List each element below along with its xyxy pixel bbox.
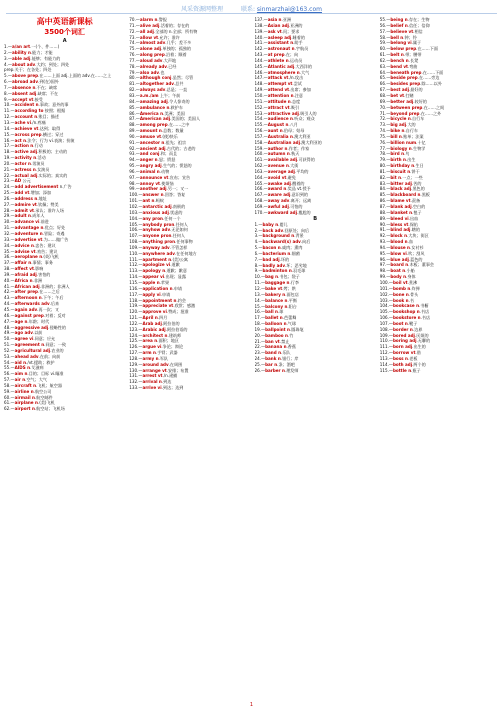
vocab-entry: 26.—barber n.理发师 (254, 367, 299, 373)
vocab-entry: 141.—assistant n.助手 (254, 40, 303, 46)
vocab-entry: 17.—action n.行动 (4, 143, 43, 149)
vocab-entry: 85.—blackboard n.黑板 (379, 192, 430, 198)
vocab-entry: 76.—billion num.十亿 (379, 139, 426, 145)
vocab-entry: 44.—afterwards adv.后来 (4, 301, 60, 307)
vocab-entry: 86.—blame vt.责备 (379, 198, 421, 204)
vocab-entry: 69.—better adj.较好的 (379, 98, 427, 104)
vocab-entry: 113.—boss n.老板 (379, 355, 418, 361)
vocab-entry: 7.—absence n.不在；缺席 (4, 84, 58, 90)
vocab-entry: 12.—account n.账目；描述 (4, 114, 59, 120)
vocab-entry: 61.—airplane n.(美)飞机 (4, 400, 55, 406)
vocab-entry: 32.—adventure n.冒险；奇遇 (4, 231, 65, 236)
vocab-entry: 2.—back adv.回原处；向后 (254, 227, 310, 233)
vocab-entry: 8.—absent adj.缺席；不在 (4, 90, 59, 96)
vocab-entry: 114.—both adj.两个的 (379, 361, 426, 367)
vocab-entry: 4.—about adv.大约；到处；四处 (4, 61, 70, 67)
vocab-entry: 16.—ball n.球 (254, 309, 284, 315)
vocab-entry: 153.—attractive adj.吸引人的 (254, 110, 317, 116)
vocab-entry: 76.—along prep.沿着；顺着 (129, 52, 187, 58)
vocab-entry: 90.—amuse vt.(使)快乐 (129, 133, 178, 139)
vocab-entry: 81.—biscuit n.饼干 (379, 168, 420, 174)
vocab-entry: 8.—badly adv.坏；恶劣地 (254, 262, 307, 268)
vocab-entry: 90.—bless vt.保佑 (379, 221, 418, 227)
vocab-entry: 138.—Asian adj.亚洲的 (254, 22, 303, 28)
vocab-entry: 87.—blank adj.空白的 (379, 204, 426, 209)
vocab-entry: 30.—advance vi.前进 (4, 219, 49, 225)
vocab-entry: 114.—appear vi.出现；显露 (129, 274, 186, 280)
vocab-entry: 116.—application n.申请 (129, 285, 183, 291)
vocab-entry: 83.—a.m./am 上午；午前 (129, 92, 181, 98)
vocab-entry: 94.—anger n.怒；愤怒 (129, 157, 176, 163)
vocab-entry: 109.—anyway adv.不管怎样 (129, 244, 188, 250)
vocab-entry: 102.—antarctic adj.南极的 (129, 204, 186, 209)
vocab-entry: 147.—attack vt./n.攻击 (254, 75, 304, 81)
vocab-entry: 34.—advice n.忠告；建议 (4, 242, 56, 248)
vocab-entry: 86.—America n.美洲；美国 (129, 110, 185, 116)
vocab-entry: 49.—ago adv.以前 (4, 330, 43, 336)
vocab-entry: 99.—another adj.另一；又一 (129, 186, 189, 192)
vocab-entry: 59.—airline n.航空公司 (4, 388, 52, 394)
vocab-entry: 14.—achieve vt.达到；取得 (4, 125, 61, 131)
vocab-entry: 62.—airport n.航空站；飞机场 (4, 406, 65, 412)
vocab-entry: 139.—ask vt.问；要求 (254, 28, 300, 34)
vocab-entry: 7.—bad adj.坏的 (254, 256, 290, 262)
vocab-entry: 170.—awkward adj.尴尬的 (254, 209, 311, 215)
vocab-entry: 66.—besides prep.除……以外 (379, 81, 442, 87)
vocab-entry: 63.—bend vt.弯曲 (379, 63, 418, 69)
vocab-entry: 92.—ancient adj.古代的；古老的 (129, 145, 196, 151)
vocab-entry: 53.—ahead adv.在前；向前 (4, 353, 61, 359)
vocab-entry: 145.—Atlantic adj.大西洋的 (254, 63, 312, 69)
vocab-entry: 22.—actual adj.实际的；真实的 (4, 172, 68, 178)
vocab-entry: 11.—according to 按照；根据 (4, 108, 66, 114)
vocab-entry: 70.—alarm n.警报 (129, 17, 167, 22)
vocab-entry: 36.—aeroplane n.(英)飞机 (4, 254, 59, 260)
vocab-entry: 159.—author n.作者；作家 (254, 145, 310, 151)
vocab-entry: 75.—bill n.账单；法案 (379, 133, 424, 139)
vocab-entry: 14.—balance n.平衡 (254, 297, 297, 303)
vocab-entry: 23.—AD 公元 (4, 178, 31, 184)
vocab-entry: 146.—atmosphere n.大气 (254, 69, 310, 75)
vocab-entry: 168.—away adv.离开；远离 (254, 198, 312, 204)
vocab-entry: 110.—anywhere adv.在任何地方 (129, 250, 197, 256)
vocab-entry: 45.—again adv.再一次；又 (4, 306, 59, 312)
vocab-entry: 12.—bake vt.烤；烘 (254, 285, 296, 291)
vocab-entry: 123.—Arabic adj.阿拉伯语的 (129, 326, 188, 332)
vocab-entry: 57.—air n.空气；大气 (4, 377, 47, 383)
vocab-entry: 156.—aunt n.伯母；姑母 (254, 128, 305, 134)
vocab-entry: 87.—American adj.美国的；美国人 (129, 116, 201, 122)
vocab-entry: 5.—bacon n.咸肉；熏肉 (254, 245, 303, 251)
vocab-entry: 21.—actress n.女演员 (4, 166, 50, 172)
vocab-entry: 96.—animal n.动物 (129, 168, 170, 174)
vocab-entry: 100.—answer n.回答；答复 (129, 192, 186, 198)
vocab-entry: 120.—approve vi.赞成；批准 (129, 309, 189, 315)
vocab-entry: 132.—arrival n.到达 (129, 379, 172, 385)
vocab-entry: 105.—anybody pron.任何人 (129, 221, 188, 227)
vocab-entry: 160.—autumn n.秋天 (254, 151, 300, 157)
vocab-entry: 25.—add vt.增加；添加 (4, 190, 52, 196)
vocab-entry: 61.—belt n.带；腰带 (379, 52, 422, 58)
vocab-entry: 79.—birth n.出生 (379, 157, 416, 163)
vocab-entry: 46.—against prep.对着；反对 (4, 312, 66, 318)
vocab-entry: 16.—act n.法令；行为 vi.表演；扮演 (4, 137, 75, 143)
vocab-entry: 119.—appreciate vt.欣赏；感激 (129, 303, 196, 309)
vocab-entry: 117.—apply vi.申请 (129, 291, 171, 297)
vocab-entry: 161.—available adj.可获得的 (254, 157, 315, 163)
vocab-entry: 15.—across prep.横过；穿过 (4, 131, 64, 137)
vocab-entry: 112.—borrow vt.借 (379, 350, 421, 356)
vocab-entry: 41.—African adj.非洲的；非洲人 (4, 283, 70, 289)
vocab-entry: 121.—April n.四月 (129, 315, 168, 321)
vocab-entry: 88.—among prep.在……之中 (129, 122, 190, 128)
vocab-entry: 70.—between prep.在……之间 (379, 104, 445, 110)
vocab-entry: 144.—athlete n.运动员 (254, 57, 303, 63)
vocab-entry: 152.—attract vt.吸引 (254, 104, 300, 110)
column-1 (4, 17, 125, 697)
vocab-entry: 59.—belong vi.属于 (379, 40, 422, 46)
vocab-entry: 11.—baggage n.行李 (254, 280, 299, 286)
vocab-entry: 108.—anything pron.任何事物 (129, 239, 193, 245)
vocab-entry: 131.—arrest vt./n.逮捕 (129, 373, 178, 379)
vocab-entry: 57.—believe vt.相信 (379, 28, 423, 34)
vocab-entry: 56.—belief n.信任；信仰 (379, 22, 430, 28)
vocab-entry: 60.—below prep.在……下面 (379, 46, 438, 52)
page-number: 1 (249, 702, 254, 708)
vocab-entry: 91.—ancestor n.祖先；祖宗 (129, 139, 187, 145)
vocab-entry: 162.—avenue n.大街 (254, 163, 299, 169)
vocab-entry: 94.—blouse n.女衬衫 (379, 244, 424, 250)
vocabulary-columns (4, 17, 501, 697)
vocab-entry: 25.—bar n.条；酒吧 (254, 361, 295, 367)
vocab-entry: 56.—aim n.目的；目标 vi.瞄准 (4, 371, 64, 377)
vocab-entry: 2.—ability n.能力；才能 (4, 49, 53, 55)
site-name: 风采资源网整理 (181, 6, 224, 13)
vocab-entry: 58.—aircraft n.飞机；航空器 (4, 382, 62, 388)
vocab-entry: 60.—airmail n.航空邮件 (4, 394, 53, 400)
vocab-entry: 133.—arrive vi.到达；达到 (129, 385, 184, 391)
vocab-entry: 112.—apologize vi.道歉 (129, 262, 180, 268)
vocab-entry: 1.—a/an art.一(个、件……) (4, 44, 60, 49)
vocab-entry: prep.关于；在各处；四处 (4, 67, 52, 73)
vocab-entry: 95.—angry adj.生气的；愤怒的 (129, 163, 192, 169)
vocab-entry: 62.—bench n.长凳 (379, 57, 419, 63)
vocab-entry: 3.—background n.背景 (254, 233, 304, 239)
vocab-entry: 163.—average adj.平均的 (254, 168, 309, 174)
vocab-entry: 52.—agricultural adj.农业的 (4, 347, 64, 353)
vocab-entry: 111.—born adj.出生的 (379, 344, 426, 350)
document-subtitle: 3500个词汇 (44, 28, 85, 36)
vocab-entry: 106.—anyhow adv.无论如何 (129, 227, 188, 233)
vocab-entry: 85.—ambulance n.救护车 (129, 104, 183, 110)
vocab-entry: 142.—astronaut n.宇航员 (254, 46, 309, 52)
vocab-entry: 137.—asia n.亚洲 (254, 17, 291, 22)
vocab-entry: 39.—afraid adj.害怕的 (4, 271, 51, 277)
vocab-entry: 103.—anxious adj.忧虑的 (129, 209, 183, 215)
vocab-entry: 4.—backward(s) adv.向后 (254, 239, 311, 245)
section-letter: B (313, 215, 318, 222)
vocab-entry: 129.—around adv.在周围 (129, 361, 183, 367)
vocab-entry: 65.—beside prep.在……旁边 (379, 75, 440, 81)
vocab-entry: 35.—advise vt.劝告；建议 (4, 248, 58, 254)
vocab-entry: 107.—boot n.靴子 (379, 320, 418, 326)
vocab-entry: 151.—attitude n.态度 (254, 98, 301, 104)
vocab-entry: 27.—admire vt.钦佩；赞美 (4, 201, 59, 207)
vocab-entry: 93.—blood n.血 (379, 239, 413, 245)
vocab-entry: 105.—bookshop n.书店 (379, 309, 430, 315)
vocab-entry: 82.—bit n.一点；一些 (379, 174, 423, 180)
vocab-entry: 149.—attend vt.出席；参加 (254, 87, 311, 93)
document-title: 高中英语新课标 (36, 17, 93, 26)
vocab-entry: 74.—bike n.自行车 (379, 128, 419, 134)
vocab-entry: 102.—bone n.骨头 (379, 291, 419, 297)
vocab-entry: 38.—affect vt.影响 (4, 266, 44, 272)
vocab-entry: 42.—after prep.在……之后 (4, 289, 60, 295)
vocab-entry: 169.—awful adj.可怕的 (254, 204, 303, 209)
vocab-entry: 84.—amazing adj.令人惊奇的 (129, 98, 190, 104)
vocab-entry: 93.—and conj.和；而且 (129, 151, 178, 157)
vocab-entry: 43.—afternoon n.下午；午后 (4, 295, 64, 301)
vocab-entry: 157.—Australia n.澳大利亚 (254, 133, 311, 139)
vocab-entry: 167.—aware adj.意识到的 (254, 192, 309, 198)
vocab-entry: 143.—at prep.在；向 (254, 52, 299, 58)
vocab-entry: 97.—board n.木板；董事会 (379, 262, 435, 268)
vocab-entry: 124.—architect n.建筑师 (129, 332, 182, 338)
vocab-entry: 108.—border n.边界 (379, 326, 423, 332)
vocab-entry: 20.—bamboo n.竹 (254, 332, 294, 338)
column-2 (129, 17, 250, 697)
vocab-entry: 13.—ache vi./n.疼痛 (4, 119, 46, 125)
vocab-entry: 1.—baby n.婴儿 (254, 221, 288, 227)
vocab-entry: 33.—advertise vt.为……做广告 (4, 236, 69, 242)
vocab-entry: 98.—boat n.小船 (379, 268, 415, 274)
vocab-entry: 80.—although conj.虽然；尽管 (129, 75, 194, 81)
vocab-entry: 47.—age n.年龄；时代 (4, 318, 50, 324)
vocab-entry: 89.—bleed vi.出血 (379, 215, 419, 221)
vocab-entry: 17.—ballet n.芭蕾舞 (254, 315, 297, 321)
vocab-entry: 80.—birthday n.生日 (379, 163, 424, 169)
vocab-entry: 110.—boring adj.无聊的 (379, 338, 431, 344)
vocab-entry: 155.—August n.八月 (254, 122, 298, 128)
vocab-entry: 37.—affair n.事情；事务 (4, 260, 53, 266)
vocab-entry: 10.—bag n.书包；袋子 (254, 274, 300, 280)
vocab-entry: 22.—banana n.香蕉 (254, 344, 296, 350)
vocab-entry: 6.—abroad adv.到(在)国外 (4, 79, 59, 85)
vocab-entry: 78.—bird n.鸟 (379, 151, 410, 157)
vocab-entry: 158.—Australian adj.澳大利亚的 (254, 139, 322, 145)
vocab-entry: 74.—almost adv.几乎；差不多 (129, 40, 192, 46)
vocab-entry: 98.—annoy vt.使烦恼 (129, 180, 174, 186)
vocab-entry: 79.—also adv.也 (129, 69, 165, 75)
vocab-entry: 9.—badminton n.羽毛球 (254, 268, 306, 274)
vocab-entry: 71.—alive adj.活着的；存在的 (129, 22, 190, 28)
vocab-entry: 100.—boil vt.煮沸 (379, 279, 418, 285)
vocab-entry: 23.—band n.乐队 (254, 350, 291, 356)
vocab-entry: 68.—bet vt.打赌 (379, 92, 414, 98)
vocab-entry: 13.—bakery n.面包店 (254, 291, 299, 297)
vocab-entry: 50.—agree vi.同意；应允 (4, 336, 56, 342)
vocab-entry: 82.—always adv.总是；一直 (129, 87, 188, 93)
vocab-entry: 128.—army n.军队 (129, 355, 169, 361)
vocab-entry: 3.—able adj.能够；有能力的 (4, 55, 61, 61)
vocab-entry: 29.—adult n.成年人 (4, 213, 45, 219)
vocab-entry: 10.—accident n.事故；意外的事 (4, 102, 69, 108)
vocab-entry: 115.—apple n.苹果 (129, 279, 170, 285)
vocab-entry: 107.—anyone pron.任何人 (129, 233, 186, 239)
vocab-entry: 24.—bank n.银行；岸 (254, 356, 299, 362)
vocab-entry: 126.—argue vi.争论；辩论 (129, 344, 184, 350)
vocab-entry: 115.—bottle n.瓶子 (379, 367, 421, 373)
vocab-entry: 99.—body n.身体 (379, 274, 416, 280)
vocab-entry: 111.—apartment n.(美)公寓 (129, 256, 188, 262)
vocab-entry: 21.—ban vt.禁止 (254, 338, 290, 344)
vocab-entry: 166.—award n.奖品 vt.授予 (254, 186, 311, 192)
contact-label: 联系: (240, 6, 255, 13)
vocab-entry: 101.—bomb n.炸弹 (379, 285, 420, 291)
vocab-entry: 77.—biology n.生物学 (379, 145, 426, 151)
vocab-entry: 91.—blind adj.瞎的 (379, 227, 420, 233)
vocab-entry: 19.—activity n.活动 (4, 155, 46, 161)
contact-email-link[interactable]: sinmarzhai@163.com (256, 6, 322, 13)
vocab-entry: 24.—add advertisement n.广告 (4, 184, 72, 190)
vocab-entry: 26.—address n.地址 (4, 195, 47, 201)
vocab-entry: 127.—arm n.手臂；武器 (129, 350, 178, 356)
column-3 (255, 17, 376, 697)
vocab-entry: 15.—balcony n.阳台 (254, 303, 297, 309)
vocab-entry: 83.—bitter adj.苦的 (379, 180, 422, 186)
vocab-entry: 28.—admit vt.承认；准许入场 (4, 207, 64, 213)
vocab-entry: 92.—block n.大块；街区 (379, 233, 429, 239)
vocab-entry: 9.—accept vt.接受 (4, 96, 43, 102)
vocab-entry: 96.—blue adj.蓝色的 (379, 256, 423, 262)
vocab-entry: 31.—advantage n.优点；好处 (4, 225, 66, 231)
vocab-entry: 18.—balloon n.气球 (254, 321, 296, 327)
vocab-entry: 19.—ballpoint n.圆珠笔 (254, 326, 304, 332)
vocab-entry: 88.—blanket n.毯子 (379, 209, 422, 215)
vocab-entry: 5.—above prep.在……上面 adj.上面的 adv.在……之上 (4, 73, 112, 79)
page-header (0, 4, 503, 16)
vocab-entry: 40.—Africa n.非洲 (4, 277, 43, 283)
vocab-entry: 140.—asleep adj.睡着的 (254, 34, 305, 40)
vocab-entry: 106.—bookstore n.书店 (379, 315, 431, 321)
vocab-entry: 78.—already adv.已经 (129, 63, 177, 69)
vocab-entry: 64.—beneath prep.在……下面 (379, 69, 444, 75)
vocab-entry: 48.—aggressive adj.侵略性的 (4, 324, 66, 330)
vocab-entry: 165.—awake adj.醒着的 (254, 180, 305, 186)
vocab-entry: 18.—active adj.积极的；主动的 (4, 149, 68, 155)
vocab-entry: 6.—bacterium n.细菌 (254, 250, 300, 256)
section-letter-a: A (62, 38, 67, 44)
vocab-entry: 81.—altogether adv.总共 (129, 81, 184, 87)
vocab-entry: 73.—allow vt.允许；准许 (129, 34, 180, 40)
vocab-entry: 109.—bored adj.厌烦的 (379, 332, 429, 338)
vocab-entry: 95.—blow vi.吹；刮风 (379, 250, 425, 256)
vocab-entry: 72.—bicycle n.自行车 (379, 116, 425, 122)
vocab-entry: 89.—amount n.总数；数量 (129, 128, 184, 134)
vocab-entry: 118.—appointment n.约会 (129, 297, 186, 303)
vocab-entry: 55.—AIDS n.艾滋病 (4, 365, 44, 371)
vocab-entry: 75.—alone adj.单独的；孤独的 (129, 46, 192, 52)
vocab-entry: 103.—book n.书 (379, 297, 414, 303)
vocab-entry: 55.—being n.存在；生物 (379, 17, 430, 22)
vocab-entry: 148.—attempt vt.尝试 (254, 81, 302, 87)
vocab-entry: 113.—apology n.道歉；歉意 (129, 268, 187, 274)
header-divider (6, 13, 497, 14)
vocab-entry: 125.—area n.面积；地区 (129, 338, 179, 344)
vocab-entry: 71.—beyond prep.在……之外 (379, 110, 442, 116)
vocab-entry: 101.—ant n.蚂蚁 (129, 198, 164, 204)
vocab-entry: 84.—black adj.黑色的 (379, 186, 425, 192)
vocab-entry: 97.—announce vt.宣布；宣告 (129, 174, 191, 180)
vocab-entry: 73.—big adj.大的 (379, 122, 416, 128)
vocab-entry: 58.—bell n.钟；铃 (379, 34, 417, 40)
vocab-entry: 104.—bookcase n.书橱 (379, 303, 429, 309)
vocab-entry: 67.—best adj.最好的 (379, 87, 423, 93)
vocab-entry: 104.—any pron.任何一个 (129, 215, 181, 221)
vocab-entry: 20.—actor n.男演员 (4, 160, 45, 166)
vocab-entry: 51.—agreement n.同意；一致 (4, 342, 66, 348)
vocab-entry: 54.—aid n./vt.援助；救护 (4, 359, 55, 365)
vocab-entry: 150.—attention n.注意 (254, 92, 304, 98)
column-4 (380, 17, 501, 697)
vocab-entry: 77.—aloud adv.大声地 (129, 57, 177, 63)
vocab-entry: 130.—arrange vt.安排；布置 (129, 367, 189, 373)
vocab-entry: 154.—audience n.听众；观众 (254, 116, 315, 122)
vocab-entry: 122.—Arab adj.阿拉伯的 (129, 320, 180, 326)
vocab-entry: 72.—all adj.全部的 n.全部；所有物 (129, 28, 198, 34)
vocab-entry: 164.—avoid vt.避免 (254, 174, 296, 180)
